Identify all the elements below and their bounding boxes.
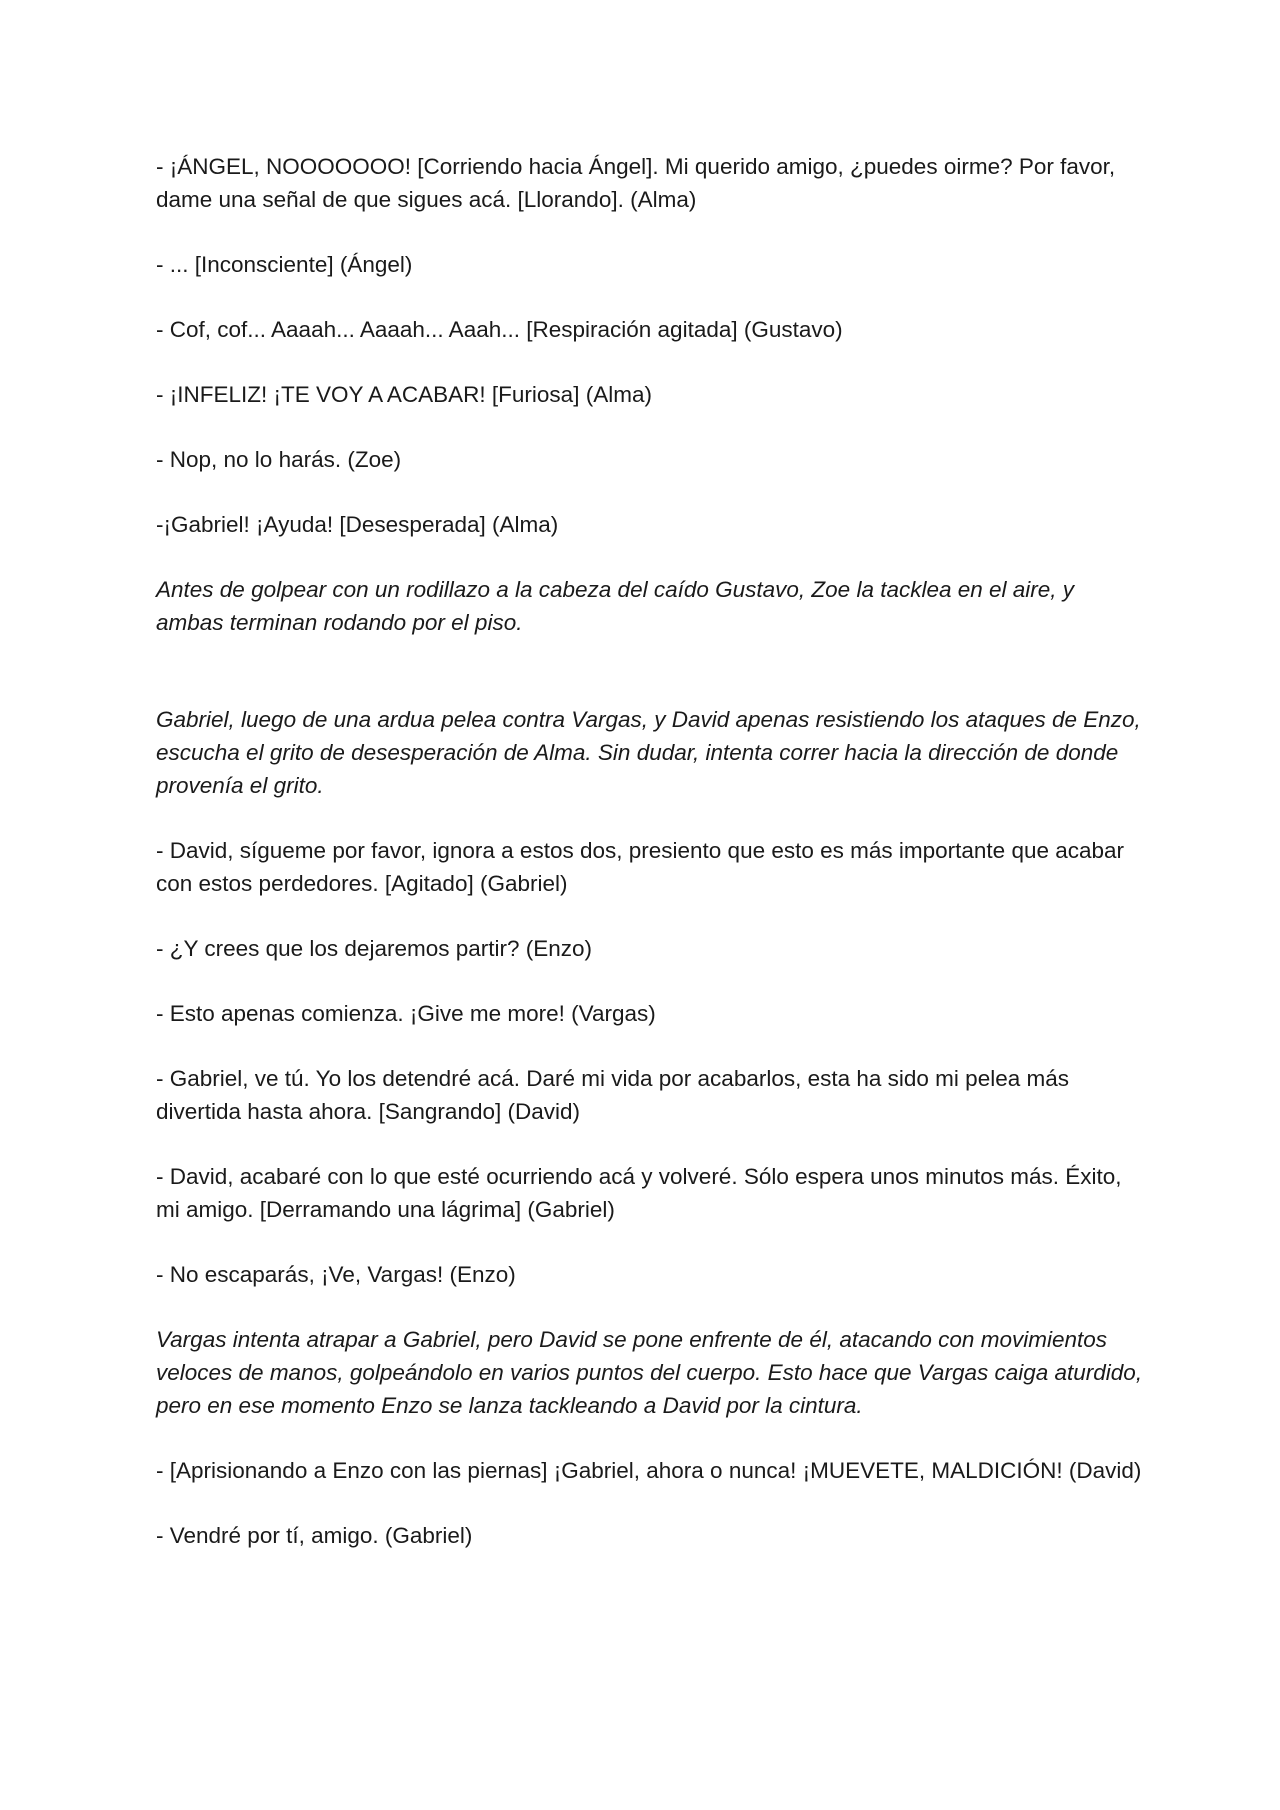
narration-paragraph: Antes de golpear con un rodillazo a la cabeza del caído Gustavo, Zoe la tacklea en el aire, y ambas terminan rodando por el piso. <box>156 577 1075 635</box>
document-body <box>156 150 1146 1584</box>
dialogue-line: - Cof, cof... Aaaah... Aaaah... Aaah... [Respiración agitada] (Gustavo) <box>156 317 843 342</box>
dialogue-line: - ¿Y crees que los dejaremos partir? (Enzo) <box>156 936 593 961</box>
dialogue-line: -¡Gabriel! ¡Ayuda! [Desesperada] (Alma) <box>156 512 559 537</box>
narration-paragraph: Vargas intenta atrapar a Gabriel, pero David se pone enfrente de él, atacando con movimientos veloces de manos, golpeándolo en varios puntos del cuerpo. Esto hace que Vargas caiga aturdido, pero en ese momento Enzo se lanza tackleando a David por la cintura. <box>156 1327 1143 1418</box>
dialogue-line: - David, acabaré con lo que esté ocurriendo acá y volveré. Sólo espera unos minutos más. Éxito, mi amigo. [Derramando una lágrima] (Gabriel) <box>156 1164 1122 1222</box>
narration-paragraph: Gabriel, luego de una ardua pelea contra Vargas, y David apenas resistiendo los ataques de Enzo, escucha el grito de desesperación de Alma. Sin dudar, intenta correr hacia la dirección de donde provenía el grito. <box>156 707 1141 798</box>
dialogue-line: - Vendré por tí, amigo. (Gabriel) <box>156 1523 473 1548</box>
dialogue-line: - ¡ÁNGEL, NOOOOOOO! [Corriendo hacia Ángel]. Mi querido amigo, ¿puedes oirme? Por favor, dame una señal de que sigues acá. [Llorando]. (Alma) <box>156 154 1116 212</box>
dialogue-line: - Esto apenas comienza. ¡Give me more! (Vargas) <box>156 1001 656 1026</box>
dialogue-line: - David, sígueme por favor, ignora a estos dos, presiento que esto es más importante que acabar con estos perdedores. [Agitado] (Gabriel) <box>156 838 1125 896</box>
dialogue-line: - Nop, no lo harás. (Zoe) <box>156 447 402 472</box>
dialogue-line: - No escaparás, ¡Ve, Vargas! (Enzo) <box>156 1262 516 1287</box>
dialogue-line: - Gabriel, ve tú. Yo los detendré acá. Daré mi vida por acabarlos, esta ha sido mi pelea más divertida hasta ahora. [Sangrando] (David) <box>156 1066 1069 1124</box>
dialogue-line: - [Aprisionando a Enzo con las piernas] ¡Gabriel, ahora o nunca! ¡MUEVETE, MALDICIÓN! (David) <box>156 1458 1142 1483</box>
dialogue-line: - ... [Inconsciente] (Ángel) <box>156 252 413 277</box>
dialogue-line: - ¡INFELIZ! ¡TE VOY A ACABAR! [Furiosa] (Alma) <box>156 382 652 407</box>
